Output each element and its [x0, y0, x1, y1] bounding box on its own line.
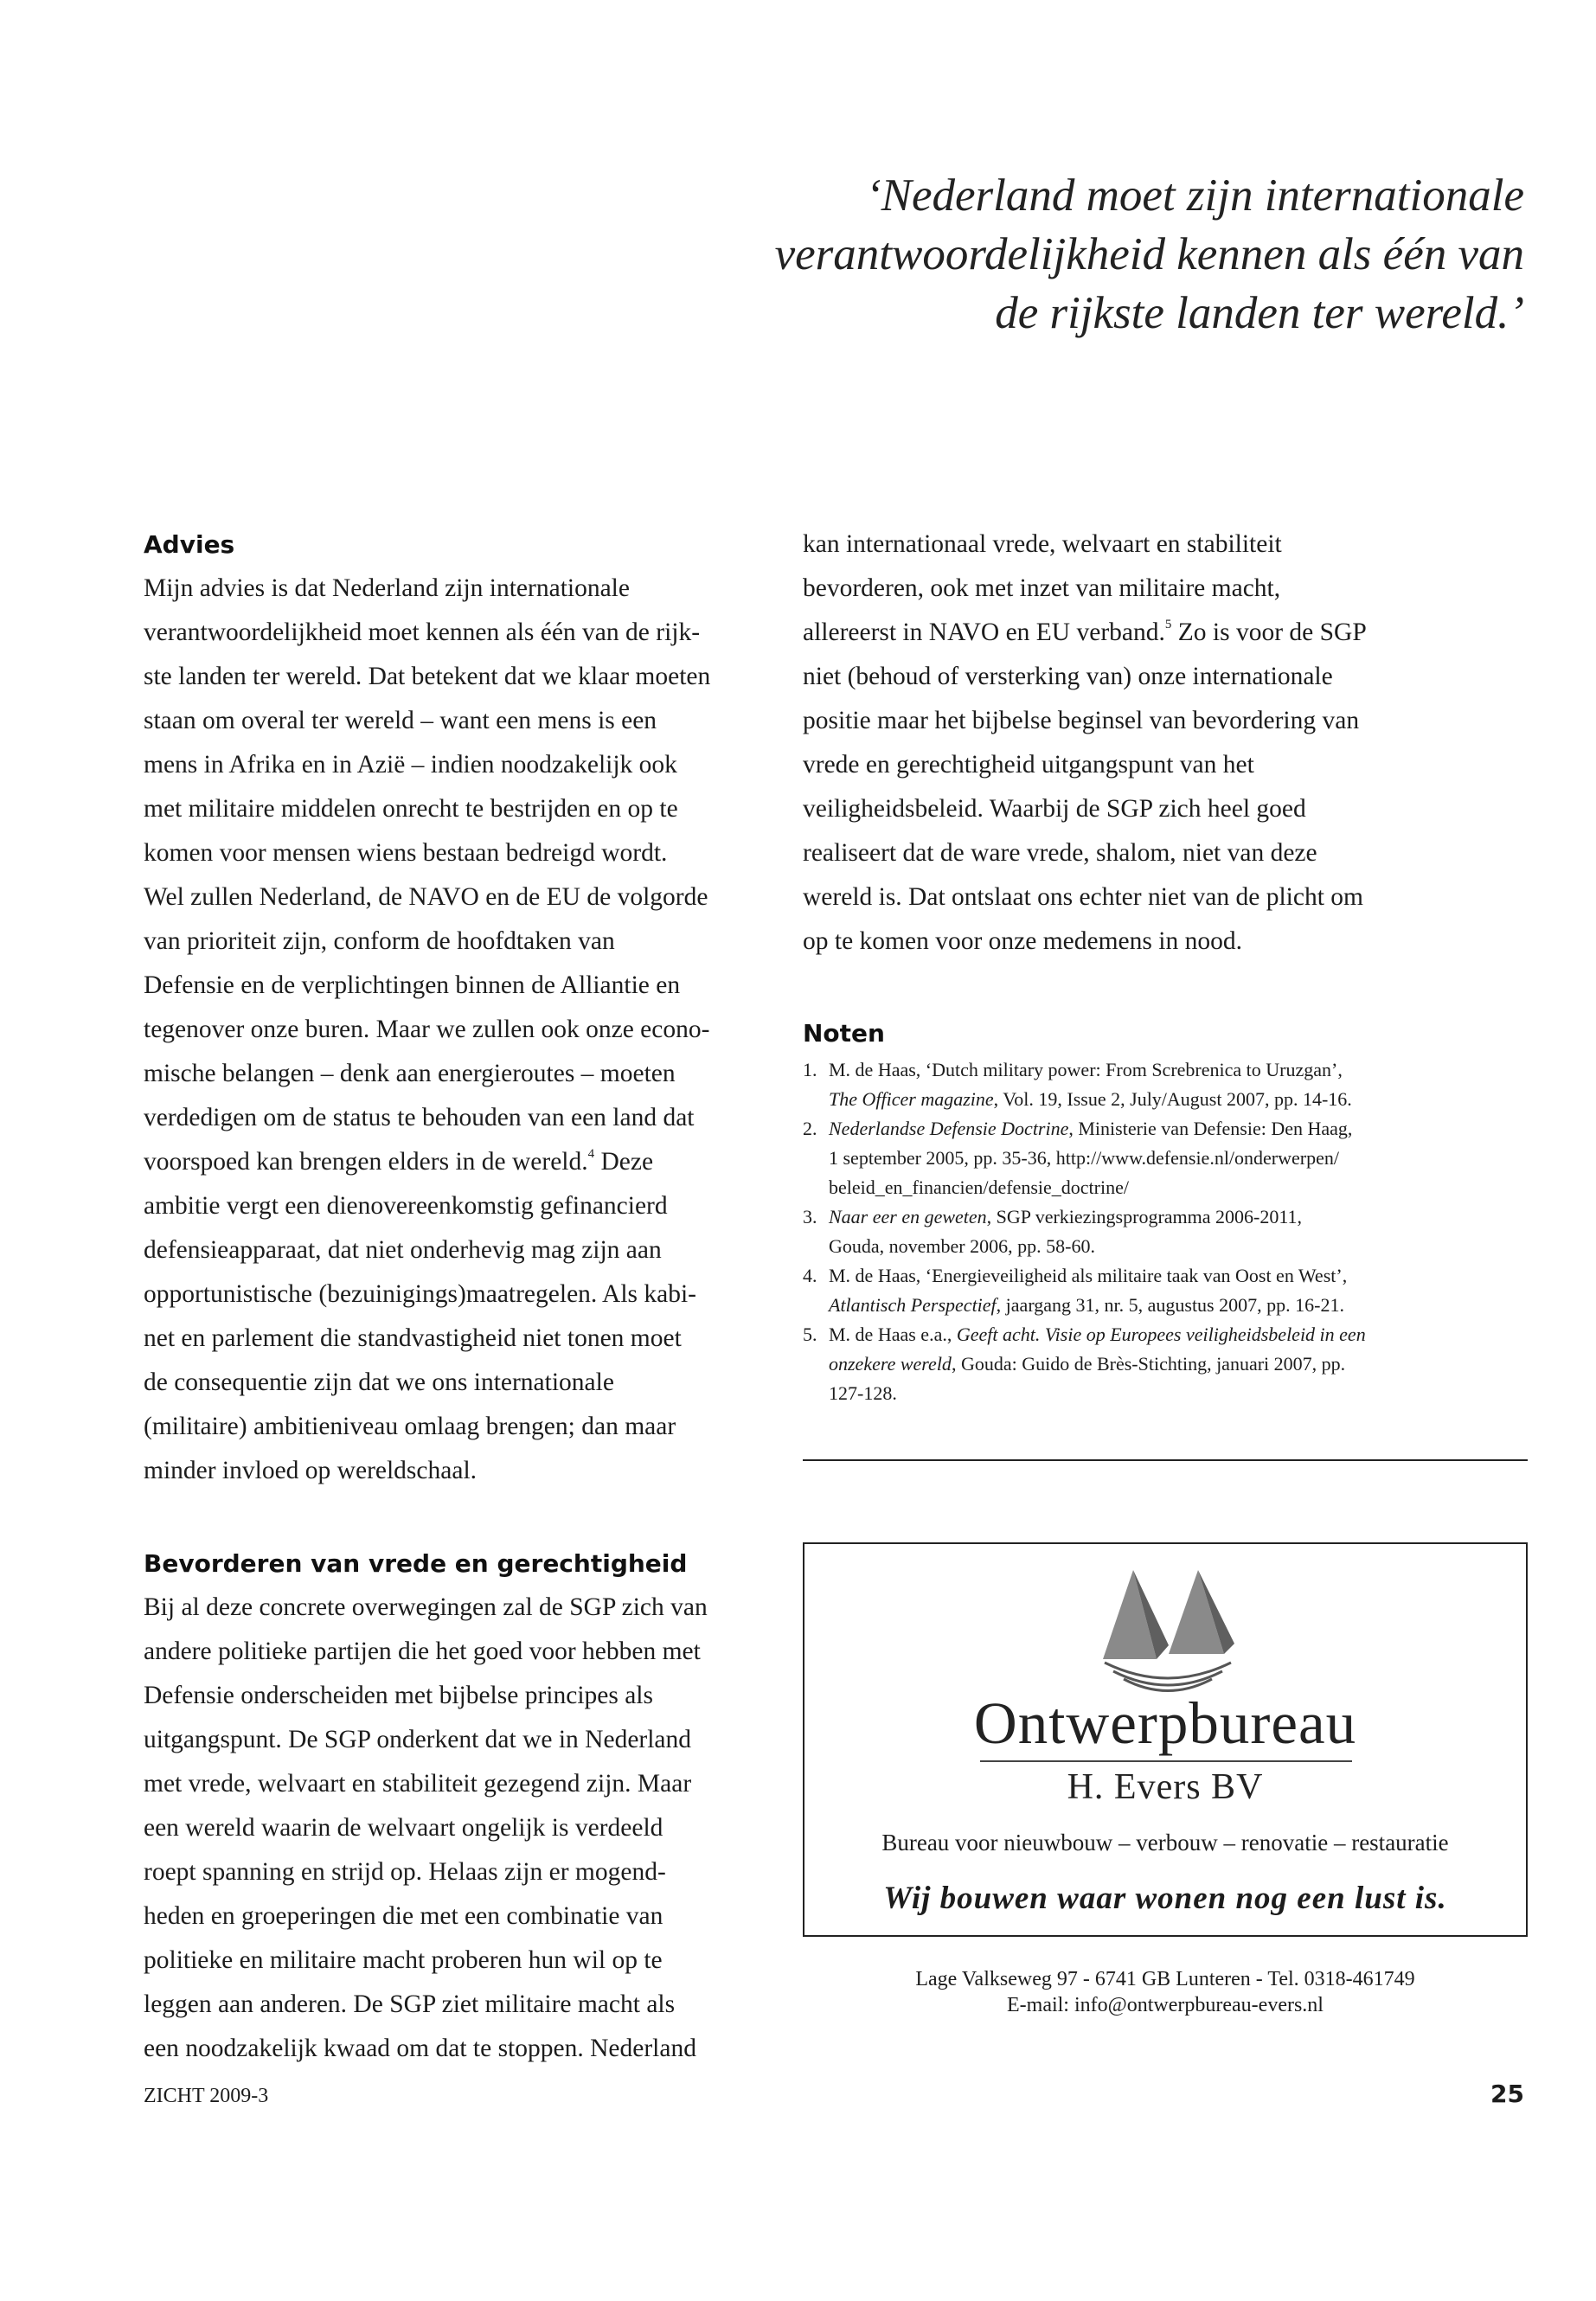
pull-quote-line: de rijkste landen ter wereld.’ — [995, 288, 1524, 338]
note-line: M. de Haas, ‘Dutch military power: From Screbrenica to Uruzgan’, — [829, 1059, 1343, 1080]
note-1 — [803, 1055, 1529, 1114]
body-line: leggen aan anderen. De SGP ziet militaire macht als — [144, 1990, 676, 2018]
body-line: veiligheidsbeleid. Waarbij de SGP zich heel goed — [803, 795, 1306, 823]
body-line: Wel zullen Nederland, de NAVO en de EU de volgorde — [144, 883, 708, 911]
note-number: 5. — [803, 1324, 817, 1345]
note-4 — [803, 1261, 1529, 1320]
body-line: Defensie onderscheiden met bijbelse principes als — [144, 1682, 653, 1709]
body-line: ambitie vergt een dienovereenkomstig gefinancierd — [144, 1192, 668, 1220]
body-line: tegenover onze buren. Maar we zullen ook onze econo- — [144, 1016, 710, 1043]
note-title: Geeft acht. Visie op Europees veiligheidsbeleid in een — [956, 1324, 1366, 1345]
body-line: heden en groeperingen die met een combinatie van — [144, 1902, 663, 1930]
note-number: 3. — [803, 1206, 817, 1227]
body-line: staan om overal ter wereld – want een mens is een — [144, 707, 657, 734]
note-line[interactable]: 1 september 2005, pp. 35-36, http://www.defensie.nl/onderwerpen/ — [829, 1147, 1339, 1169]
footnote-ref-4[interactable]: 4 — [587, 1147, 595, 1161]
brand-subtitle: H. Evers BV — [1067, 1767, 1264, 1807]
advies-heading: Advies — [144, 530, 235, 559]
notes-section — [803, 1012, 1529, 1408]
vrede-section — [144, 1541, 708, 2071]
body-line: niet (behoud of versterking van) onze internationale — [803, 663, 1333, 690]
body-line: positie maar het bijbelse beginsel van bevordering van — [803, 707, 1360, 734]
note-number: 1. — [803, 1059, 817, 1080]
advies-section — [144, 522, 710, 1493]
ad-slogan: Wij bouwen waar wonen nog een lust is. — [883, 1881, 1447, 1916]
note-title: onzekere wereld — [829, 1353, 952, 1375]
body-line: uitgangspunt. De SGP onderkent dat we in Nederland — [144, 1726, 692, 1753]
note-title: Naar eer en geweten — [829, 1206, 987, 1227]
brand-underline — [980, 1760, 1352, 1762]
right-column — [803, 522, 1367, 964]
body-line: met militaire middelen onrecht te bestrijden en op te — [144, 795, 678, 823]
note-text: , Vol. 19, Issue 2, July/August 2007, pp. 14-16. — [993, 1088, 1352, 1110]
ad-services: Bureau voor nieuwbouw – verbouw – renovatie – restauratie — [881, 1830, 1449, 1856]
body-line: defensieapparaat, dat niet onderhevig mag zijn aan — [144, 1236, 662, 1264]
brand-name: Ontwerpbureau — [973, 1690, 1357, 1756]
note-5 — [803, 1320, 1529, 1408]
body-line: op te komen voor onze medemens in nood. — [803, 927, 1242, 955]
note-line — [829, 1202, 1529, 1232]
body-line: een wereld waarin de welvaart ongelijk is verdeeld — [144, 1814, 663, 1842]
body-line: roept spanning en strijd op. Helaas zijn er mogend- — [144, 1858, 666, 1886]
body-text: voorspoed kan brengen elders in de wereld. — [144, 1148, 588, 1176]
body-line: politieke en militaire macht proberen hun wil op te — [144, 1946, 663, 1974]
vrede-heading: Bevorderen van vrede en gerechtigheid — [144, 1549, 688, 1578]
note-line: 127-128. — [829, 1382, 897, 1404]
body-line: een noodzakelijk kwaad om dat te stoppen. Nederland — [144, 2035, 696, 2062]
note-2 — [803, 1114, 1529, 1202]
note-text: , Ministerie van Defensie: Den Haag, — [1068, 1118, 1353, 1139]
body-line: komen voor mensen wiens bestaan bedreigd wordt. — [144, 839, 668, 867]
pull-quote — [659, 166, 1524, 343]
body-line: minder invloed op wereldschaal. — [144, 1457, 478, 1484]
note-line: M. de Haas, ‘Energieveiligheid als militaire taak van Oost en West’, — [829, 1265, 1348, 1286]
note-text: , Gouda: Guido de Brès-Stichting, januari 2007, pp. — [951, 1353, 1346, 1375]
advertisement-box — [803, 1542, 1528, 2016]
body-line: van prioriteit zijn, conform de hoofdtaken van — [144, 927, 615, 955]
note-text: , jaargang 31, nr. 5, augustus 2007, pp. 16-21. — [996, 1294, 1344, 1316]
note-line — [829, 1320, 1529, 1349]
body-line — [144, 1140, 710, 1184]
footnote-ref-5[interactable]: 5 — [1164, 618, 1172, 631]
note-number: 4. — [803, 1265, 817, 1286]
pull-quote-line: verantwoordelijkheid kennen als één van — [774, 229, 1524, 279]
body-line: verdedigen om de status te behouden van een land dat — [144, 1104, 695, 1131]
note-3 — [803, 1202, 1529, 1261]
body-line: mens in Afrika en in Azië – indien noodzakelijk ook — [144, 751, 677, 779]
body-line: kan internationaal vrede, welvaart en stabiliteit — [803, 530, 1282, 558]
note-line — [829, 1085, 1529, 1114]
body-line: wereld is. Dat ontslaat ons echter niet van de plicht om — [803, 883, 1363, 911]
divider-rule — [803, 1459, 1528, 1461]
body-line: Mijn advies is dat Nederland zijn internationale — [144, 574, 630, 602]
page-number: 25 — [1490, 2080, 1524, 2108]
ad-contact — [804, 1966, 1526, 2018]
body-line: opportunistische (bezuinigings)maatregelen. Als kabi- — [144, 1280, 697, 1308]
note-line — [829, 1291, 1529, 1320]
body-line: de consequentie zijn dat we ons internationale — [144, 1368, 614, 1396]
notes-heading: Noten — [803, 1019, 885, 1048]
body-text: Zo is voor de SGP — [1171, 619, 1367, 646]
body-line: ste landen ter wereld. Dat betekent dat we klaar moeten — [144, 663, 711, 690]
ad-address: Lage Valkseweg 97 - 6741 GB Lunteren - Tel. 0318-461749 — [915, 1968, 1415, 1990]
body-line: (militaire) ambitieniveau omlaag brengen; dan maar — [144, 1413, 676, 1440]
ad-email[interactable]: E-mail: info@ontwerpbureau-evers.nl — [1007, 1994, 1324, 2016]
note-title: Nederlandse Defensie Doctrine — [829, 1118, 1069, 1139]
body-text: Deze — [594, 1148, 654, 1176]
body-line: realiseert dat de ware vrede, shalom, niet van deze — [803, 839, 1317, 867]
body-line: Bij al deze concrete overwegingen zal de SGP zich van — [144, 1593, 708, 1621]
body-line: bevorderen, ook met inzet van militaire macht, — [803, 574, 1281, 602]
pull-quote-line: ‘Nederland moet zijn internationale — [865, 170, 1524, 221]
note-line: Gouda, november 2006, pp. 58-60. — [829, 1235, 1095, 1257]
body-line: met vrede, welvaart en stabiliteit gezegend zijn. Maar — [144, 1770, 692, 1798]
note-line[interactable]: beleid_en_financien/defensie_doctrine/ — [829, 1176, 1129, 1198]
body-line: Defensie en de verplichtingen binnen de Alliantie en — [144, 971, 681, 999]
body-line: net en parlement die standvastigheid niet tonen moet — [144, 1324, 682, 1352]
body-line: verantwoordelijkheid moet kennen als één van de rijk- — [144, 619, 701, 646]
pyramids-logo-icon — [1086, 1566, 1250, 1695]
body-text: allereerst in NAVO en EU verband. — [803, 619, 1165, 646]
note-line — [829, 1349, 1529, 1379]
body-line: mische belangen – denk aan energieroutes – moeten — [144, 1060, 676, 1087]
note-text: , SGP verkiezingsprogramma 2006-2011, — [986, 1206, 1303, 1227]
publication-label: ZICHT 2009-3 — [144, 2085, 269, 2107]
note-title: The Officer magazine — [829, 1088, 994, 1110]
note-title: Atlantisch Perspectief — [829, 1294, 997, 1316]
body-line: vrede en gerechtigheid uitgangspunt van het — [803, 751, 1254, 779]
note-line — [829, 1114, 1529, 1144]
note-text: M. de Haas e.a., — [829, 1324, 957, 1345]
body-line — [803, 611, 1367, 655]
body-line: andere politieke partijen die het goed voor hebben met — [144, 1638, 701, 1665]
note-number: 2. — [803, 1118, 817, 1139]
